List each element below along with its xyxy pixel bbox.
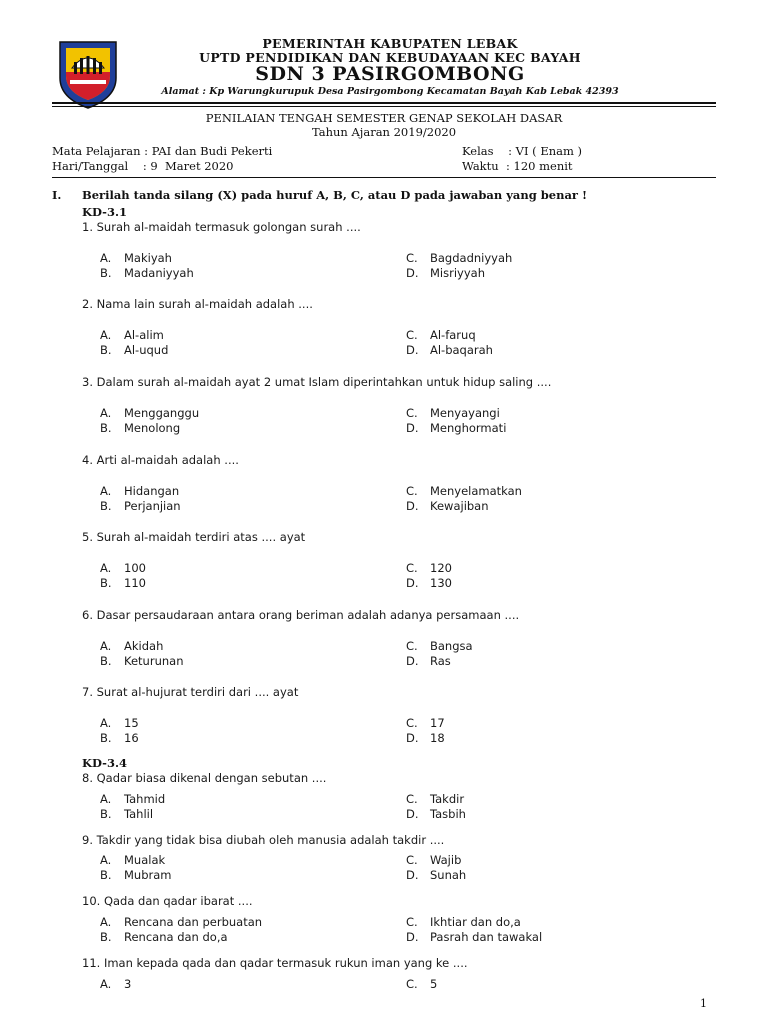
option-letter: B. (100, 807, 112, 821)
option-text: Menyelamatkan (430, 484, 522, 498)
option-c (406, 853, 461, 867)
option-text: Mengganggu (124, 406, 200, 420)
option-text: Al-faruq (430, 328, 476, 342)
option-text: Tasbih (430, 807, 466, 821)
header-divider-thin (52, 106, 716, 107)
option-letter: C. (406, 484, 418, 498)
option-letter: D. (406, 654, 419, 668)
option-text: 3 (124, 977, 132, 991)
option-text: Pasrah dan tawakal (430, 930, 543, 944)
option-letter: A. (100, 915, 112, 929)
option-a (100, 484, 179, 498)
option-text: Ikhtiar dan do,a (430, 915, 521, 929)
option-b (100, 421, 180, 435)
option-letter: A. (100, 328, 112, 342)
option-c (406, 792, 464, 806)
option-letter: B. (100, 576, 112, 590)
option-letter: B. (100, 499, 112, 513)
question-text: 6. Dasar persaudaraan antara orang beriman adalah adanya persamaan .... (82, 608, 520, 622)
option-letter: C. (406, 561, 418, 575)
option-d (406, 868, 466, 882)
option-text: Hidangan (124, 484, 180, 498)
option-text: Al-alim (124, 328, 164, 342)
option-b (100, 266, 194, 280)
option-text: Mualak (124, 853, 166, 867)
option-letter: B. (100, 731, 112, 745)
option-a (100, 561, 146, 575)
option-a (100, 639, 163, 653)
option-letter: D. (406, 421, 419, 435)
option-a (100, 853, 165, 867)
kd-heading: KD-3.4 (82, 756, 127, 770)
option-text: 130 (430, 576, 452, 590)
academic-year: Tahun Ajaran 2019/2020 (311, 125, 457, 139)
option-b (100, 731, 139, 745)
option-d (406, 654, 451, 668)
option-letter: C. (406, 251, 418, 265)
option-letter: D. (406, 266, 419, 280)
info-divider (52, 177, 716, 178)
subject-info: Mata Pelajaran : PAI dan Budi Pekerti (52, 144, 273, 158)
option-b (100, 807, 153, 821)
option-letter: C. (406, 792, 418, 806)
option-text: Tahmid (124, 792, 166, 806)
option-d (406, 266, 485, 280)
option-c (406, 328, 476, 342)
option-letter: D. (406, 731, 419, 745)
option-letter: B. (100, 421, 112, 435)
option-d (406, 930, 542, 944)
option-letter: D. (406, 868, 419, 882)
question-text: 8. Qadar biasa dikenal dengan sebutan .... (82, 771, 327, 785)
option-text: 120 (430, 561, 452, 575)
class-info: Kelas : VI ( Enam ) (462, 144, 583, 158)
option-text: 17 (430, 716, 445, 730)
option-letter: A. (100, 639, 112, 653)
option-b (100, 499, 181, 513)
option-text: Mubram (124, 868, 172, 882)
option-text: 5 (430, 977, 438, 991)
option-a (100, 792, 165, 806)
option-letter: A. (100, 406, 112, 420)
option-b (100, 930, 228, 944)
option-text: Menolong (124, 421, 181, 435)
question-text: 2. Nama lain surah al-maidah adalah .... (82, 297, 313, 311)
option-a (100, 406, 199, 420)
option-letter: C. (406, 328, 418, 342)
section-instruction: Berilah tanda silang (X) pada huruf A, B, C, atau D pada jawaban yang benar ! (82, 188, 588, 202)
question-text: 7. Surat al-hujurat terdiri dari .... ayat (82, 685, 299, 699)
option-letter: A. (100, 853, 112, 867)
header-divider-thick (52, 102, 716, 104)
header-government: PEMERINTAH KABUPATEN LEBAK (262, 36, 518, 51)
option-letter: B. (100, 868, 112, 882)
option-a (100, 716, 139, 730)
option-c (406, 406, 500, 420)
option-text: Rencana dan do,a (124, 930, 228, 944)
option-text: Al-uqud (124, 343, 169, 357)
option-text: Keturunan (124, 654, 184, 668)
option-text: 100 (124, 561, 146, 575)
option-c (406, 915, 521, 929)
question-text: 11. Iman kepada qada dan qadar termasuk rukun iman yang ke .... (82, 956, 468, 970)
option-letter: C. (406, 977, 418, 991)
question-text: 9. Takdir yang tidak bisa diubah oleh manusia adalah takdir .... (82, 833, 445, 847)
option-a (100, 977, 131, 991)
question-text: 5. Surah al-maidah terdiri atas .... ayat (82, 530, 306, 544)
option-c (406, 977, 437, 991)
option-text: Sunah (430, 868, 467, 882)
option-letter: B. (100, 930, 112, 944)
option-text: Ras (430, 654, 451, 668)
option-a (100, 915, 262, 929)
section-number: I. (52, 188, 62, 202)
question-text: 3. Dalam surah al-maidah ayat 2 umat Islam diperintahkan untuk hidup saling .... (82, 375, 552, 389)
exam-title: PENILAIAN TENGAH SEMESTER GENAP SEKOLAH DASAR (205, 111, 563, 125)
header-office: UPTD PENDIDIKAN DAN KEBUDAYAAN KEC BAYAH (199, 50, 581, 65)
school-logo (52, 38, 124, 110)
option-letter: A. (100, 716, 112, 730)
date-info: Hari/Tanggal : 9 Maret 2020 (52, 159, 234, 173)
question-text: 10. Qada dan qadar ibarat .... (82, 894, 253, 908)
option-letter: A. (100, 977, 112, 991)
option-letter: C. (406, 853, 418, 867)
school-name: SDN 3 PASIRGOMBONG (255, 63, 525, 85)
option-c (406, 484, 522, 498)
kd-heading: KD-3.1 (82, 205, 127, 219)
option-text: Tahlil (124, 807, 154, 821)
option-d (406, 807, 466, 821)
option-text: Akidah (124, 639, 164, 653)
option-text: Menghormati (430, 421, 507, 435)
option-c (406, 639, 473, 653)
option-d (406, 576, 452, 590)
option-text: 18 (430, 731, 445, 745)
option-letter: C. (406, 406, 418, 420)
option-text: 110 (124, 576, 146, 590)
option-c (406, 716, 445, 730)
option-text: Makiyah (124, 251, 172, 265)
option-text: Takdir (430, 792, 465, 806)
option-letter: C. (406, 639, 418, 653)
option-letter: D. (406, 576, 419, 590)
option-text: Bangsa (430, 639, 473, 653)
option-text: Bagdadniyyah (430, 251, 513, 265)
question-text: 4. Arti al-maidah adalah .... (82, 453, 239, 467)
option-b (100, 868, 172, 882)
option-letter: A. (100, 251, 112, 265)
option-b (100, 654, 183, 668)
option-letter: B. (100, 654, 112, 668)
option-b (100, 576, 146, 590)
option-text: Kewajiban (430, 499, 489, 513)
option-b (100, 343, 168, 357)
option-a (100, 251, 172, 265)
option-text: Madaniyyah (124, 266, 194, 280)
option-text: Perjanjian (124, 499, 181, 513)
option-letter: C. (406, 716, 418, 730)
option-text: 16 (124, 731, 139, 745)
option-letter: C. (406, 915, 418, 929)
page-number: 1 (700, 997, 707, 1010)
school-address: Alamat : Kp Warungkurupuk Desa Pasirgombong Kecamatan Bayah Kab Lebak 42393 (161, 86, 619, 97)
option-letter: B. (100, 266, 112, 280)
time-info: Waktu : 120 menit (462, 159, 573, 173)
option-letter: D. (406, 807, 419, 821)
option-d (406, 499, 489, 513)
option-text: Menyayangi (430, 406, 500, 420)
option-letter: A. (100, 792, 112, 806)
option-text: 15 (124, 716, 139, 730)
option-letter: D. (406, 343, 419, 357)
option-c (406, 561, 452, 575)
option-text: Wajib (430, 853, 462, 867)
option-d (406, 343, 493, 357)
option-letter: B. (100, 343, 112, 357)
option-c (406, 251, 512, 265)
option-d (406, 421, 506, 435)
option-letter: D. (406, 499, 419, 513)
option-d (406, 731, 445, 745)
option-text: Misriyyah (430, 266, 485, 280)
question-text: 1. Surah al-maidah termasuk golongan surah .... (82, 220, 361, 234)
option-letter: A. (100, 561, 112, 575)
option-letter: D. (406, 930, 419, 944)
option-letter: A. (100, 484, 112, 498)
option-text: Al-baqarah (430, 343, 493, 357)
option-text: Rencana dan perbuatan (124, 915, 263, 929)
option-a (100, 328, 164, 342)
